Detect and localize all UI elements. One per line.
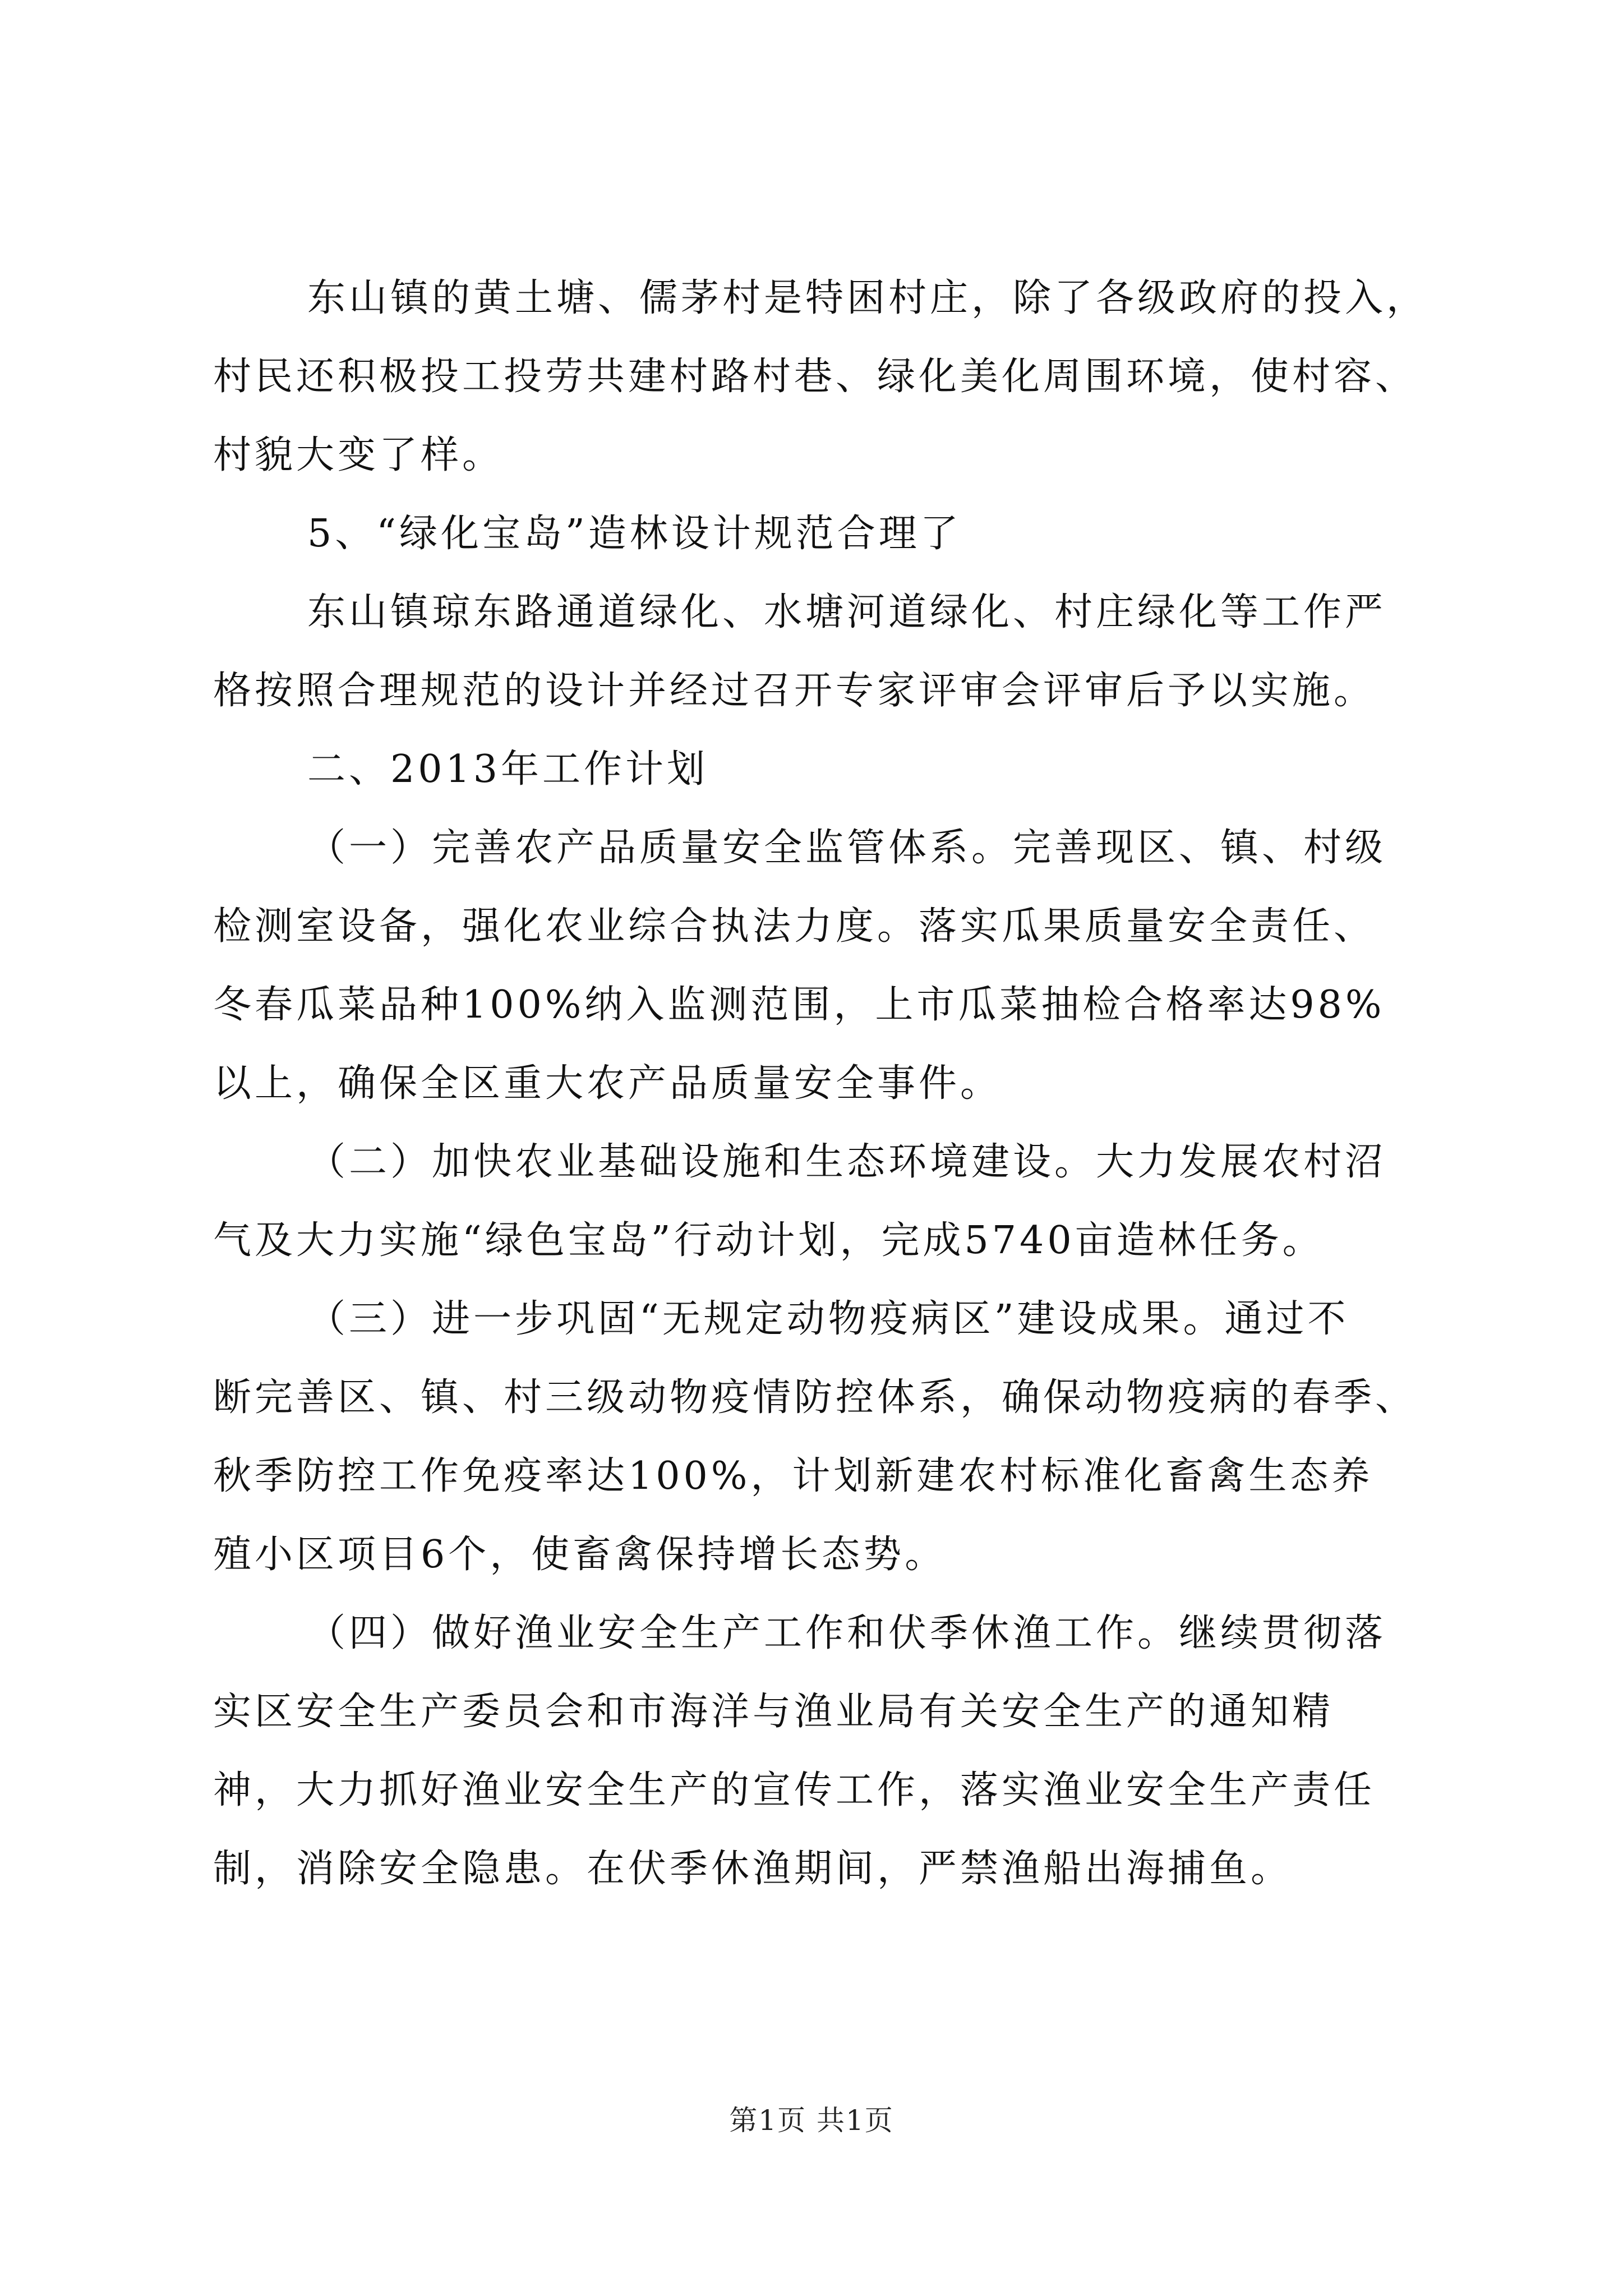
text-line: 气及大力实施“绿色宝岛”行动计划，完成5740亩造林任务。 (213, 1218, 1324, 1263)
page-footer: 第1页 共1页 (729, 2104, 894, 2137)
text-line: 制，消除安全隐患。在伏季休渔期间，严禁渔船出海捕鱼。 (213, 1847, 1293, 1891)
text-line: 东山镇琼东路通道绿化、水塘河道绿化、村庄绿化等工作严 (307, 590, 1387, 634)
text-line: 冬春瓜菜品种100%纳入监测范围，上市瓜菜抽检合格率达98% (213, 983, 1385, 1027)
section-heading: 二、2013年工作计划 (307, 747, 709, 792)
text-line: 断完善区、镇、村三级动物疫情防控体系，确保动物疫病的春季、 (213, 1375, 1417, 1420)
text-line: （三）进一步巩固“无规定动物疫病区”建设成果。通过不 (307, 1297, 1349, 1341)
text-line: 神，大力抓好渔业安全生产的宣传工作，落实渔业安全生产责任 (213, 1768, 1376, 1812)
text-line: （一）完善农产品质量安全监管体系。完善现区、镇、村级 (307, 826, 1387, 870)
text-line: 东山镇的黄土塘、儒茅村是特困村庄，除了各级政府的投入， (307, 276, 1428, 320)
text-line: 殖小区项目6个，使畜禽保持增长态势。 (213, 1533, 947, 1577)
text-line: 村民还积极投工投劳共建村路村巷、绿化美化周围环境，使村容、 (213, 355, 1417, 399)
text-line: （二）加快农业基础设施和生态环境建设。大力发展农村沼 (307, 1140, 1387, 1184)
text-line: 村貌大变了样。 (213, 433, 504, 477)
text-line: 以上，确保全区重大农产品质量安全事件。 (213, 1061, 1002, 1106)
text-line: 检测室设备，强化农业综合执法力度。落实瓜果质量安全责任、 (213, 904, 1376, 949)
text-line: （四）做好渔业安全生产工作和伏季休渔工作。继续贯彻落 (307, 1611, 1387, 1655)
text-line: 秋季防控工作免疫率达100%，计划新建农村标准化畜禽生态养 (213, 1454, 1373, 1498)
text-line: 实区安全生产委员会和市海洋与渔业局有关安全生产的通知精 (213, 1690, 1334, 1734)
section-heading: 5、“绿化宝岛”造林设计规范合理了 (307, 512, 962, 556)
text-line: 格按照合理规范的设计并经过召开专家评审会评审后予以实施。 (213, 669, 1376, 713)
